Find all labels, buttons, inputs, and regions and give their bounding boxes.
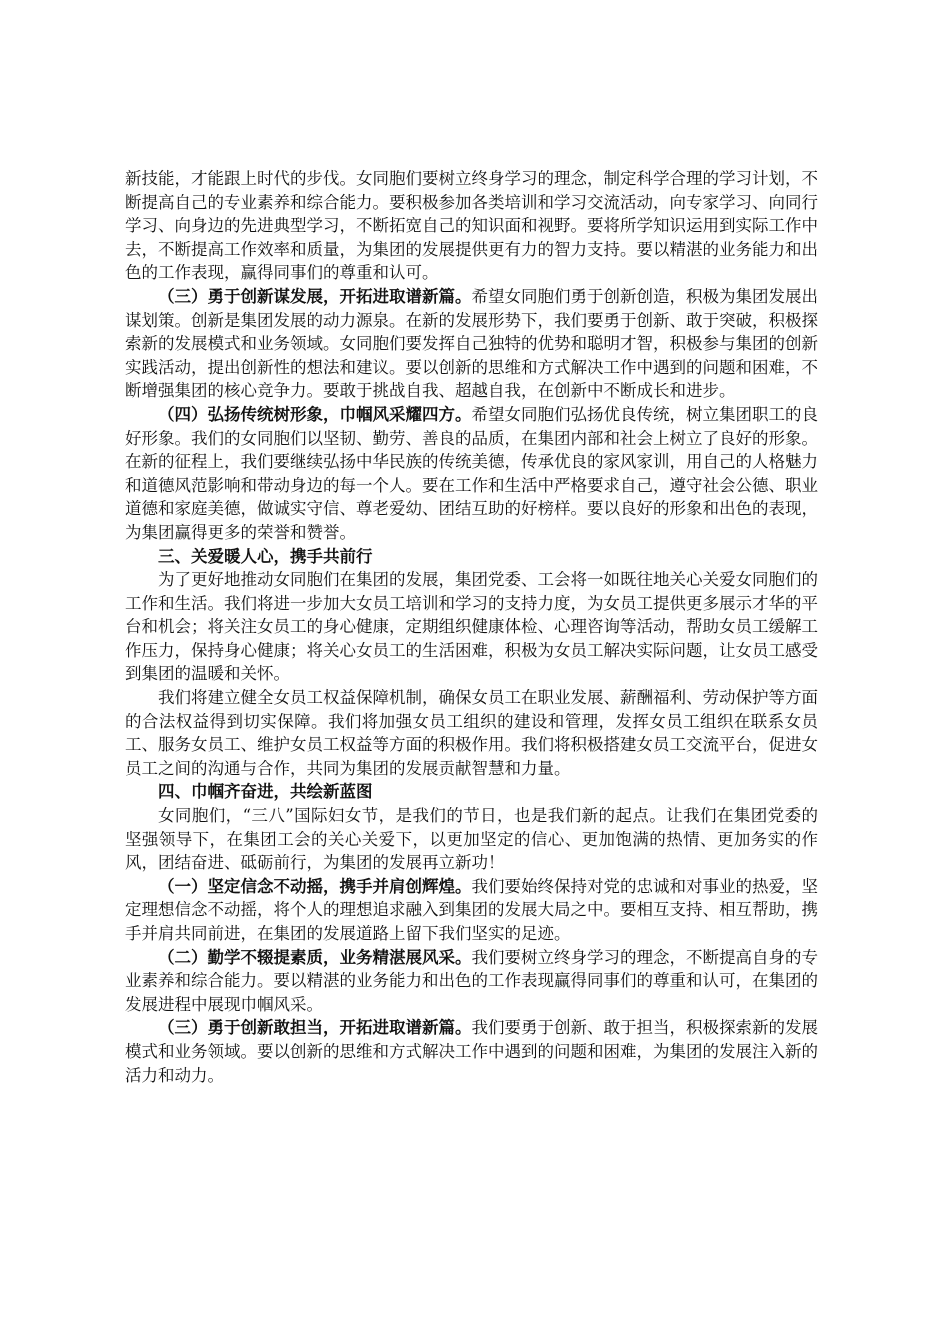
paragraph-section-4-1 (125, 875, 818, 946)
paragraph-section-4-3 (125, 1016, 818, 1087)
paragraph-continuation: 新技能，才能跟上时代的步伐。女同胞们要树立终身学习的理念，制定科学合理的学习计划，不断提高自己的专业素养和综合能力。要积极参加各类培训和学习交流活动，向专家学习、向同行学习、向身边的先进典型学习，不断拓宽自己的知识面和视野。要将所学知识运用到实际工作中去，不断提高工作效率和质量，为集团的发展提供更有力的智力支持。要以精湛的业务能力和出色的工作表现，赢得同事们的尊重和认可。 (125, 169, 818, 283)
document-body (125, 167, 818, 1087)
paragraph-section-2-3 (125, 285, 818, 403)
paragraph-section-2-4 (125, 403, 818, 545)
section-heading-4: 四、巾帼齐奋进，共绘新蓝图 (158, 782, 373, 802)
paragraph-text: 希望女同胞们弘扬优良传统，树立集团职工的良好形象。我们的女同胞们以坚韧、勤劳、善良的品质，在集团内部和社会上树立了良好的形象。在新的征程上，我们要继续弘扬中华民族的传统美德，传承优良的家风家训，用自己的人格魅力和道德风范影响和带动身边的每一个人。要在工作和生活中严格要求自己，遵守社会公德、职业道德和家庭美德，做诚实守信、尊老爱幼、团结互助的好榜样。要以良好的形象和出色的表现，为集团赢得更多的荣誉和赞誉。 (125, 404, 818, 542)
paragraph-care-2: 我们将建立健全女员工权益保障机制，确保女员工在职业发展、薪酬福利、劳动保护等方面的合法权益得到切实保障。我们将加强女员工组织的建设和管理，发挥女员工组织在联系女员工、服务女员工、维护女员工权益等方面的积极作用。我们将积极搭建女员工交流平台，促进女员工之间的沟通与合作，共同为集团的发展贡献智慧和力量。 (125, 688, 818, 778)
paragraph-lead: （三）勇于创新敢担当，开拓进取谱新篇。 (158, 1018, 472, 1038)
paragraph-care-1: 为了更好地推动女同胞们在集团的发展，集团党委、工会将一如既往地关心关爱女同胞们的工作和生活。我们将进一步加大女员工培训和学习的支持力度，为女员工提供更多展示才华的平台和机会；将关注女员工的身心健康，定期组织健康体检、心理咨询等活动，帮助女员工缓解工作压力，保持身心健康；将关心女员工的生活困难，积极为女员工解决实际问题，让女员工感受到集团的温暖和关怀。 (125, 570, 818, 684)
section-heading-3: 三、关爱暖人心，携手共前行 (158, 546, 373, 566)
paragraph-lead: （四）弘扬传统树形象，巾帼风采耀四方。 (158, 404, 472, 424)
paragraph-text: 我们要始终保持对党的忠诚和对事业的热爱，坚定理想信念不动摇，将个人的理想追求融入到集团的发展大局之中。要相互支持、相互帮助，携手并肩共同前进，在集团的发展道路上留下我们坚实的足迹。 (125, 876, 818, 943)
paragraph-section-4-2 (125, 946, 818, 1017)
paragraph-text: 我们要勇于创新、敢于担当，积极探索新的发展模式和业务领域。要以创新的思维和方式解决工作中遇到的问题和困难，为集团的发展注入新的活力和动力。 (125, 1018, 818, 1085)
paragraph-text: 我们要树立终身学习的理念，不断提高自身的专业素养和综合能力。要以精湛的业务能力和出色的工作表现赢得同事们的尊重和认可，在集团的发展进程中展现巾帼风采。 (125, 947, 818, 1014)
paragraph-text: 希望女同胞们勇于创新创造，积极为集团发展出谋划策。创新是集团发展的动力源泉。在新的发展形势下，我们要勇于创新、敢于突破，积极探索新的发展模式和业务领域。女同胞们要发挥自己独特的优势和聪明才智，积极参与集团的创新实践活动，提出创新性的想法和建议。要以创新的思维和方式解决工作中遇到的问题和困难，不断增强集团的核心竞争力。要敢于挑战自我、超越自我，在创新中不断成长和进步。 (125, 286, 818, 401)
paragraph-lead: （二）勤学不辍提素质，业务精湛展风采。 (158, 947, 472, 967)
paragraph-intro-4: 女同胞们，“三八”国际妇女节，是我们的节日，也是我们新的起点。让我们在集团党委的坚强领导下，在集团工会的关心关爱下，以更加坚定的信心、更加饱满的热情、更加务实的作风，团结奋进、砥砺前行，为集团的发展再立新功！ (125, 806, 818, 873)
paragraph-lead: （一）坚定信念不动摇，携手并肩创辉煌。 (158, 876, 472, 896)
paragraph-lead: （三）勇于创新谋发展，开拓进取谱新篇。 (158, 286, 472, 306)
